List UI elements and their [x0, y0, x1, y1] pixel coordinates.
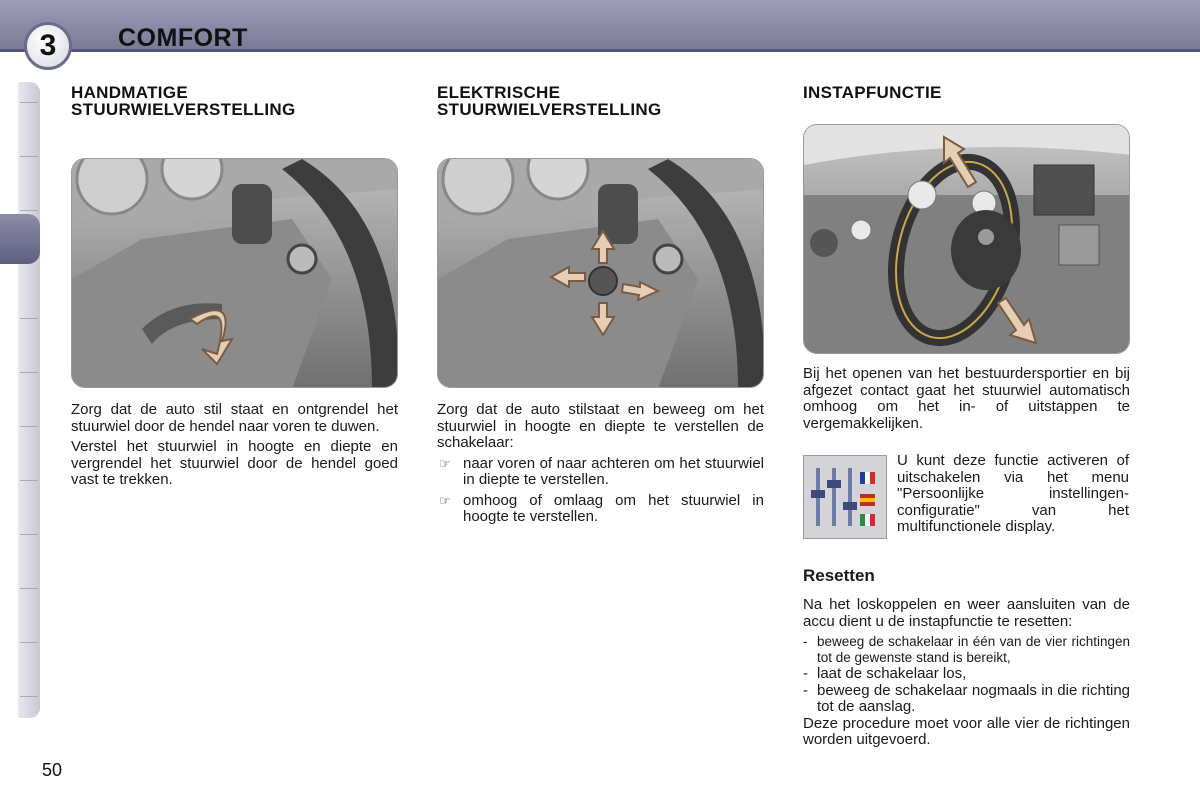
electric-heading: [437, 84, 764, 118]
dash-marker: -: [803, 634, 808, 649]
chapter-side-tabs: [0, 82, 42, 722]
side-tab-divider: [20, 642, 38, 643]
entry-paragraph: Bij het openen van het bestuurdersportier en bij afgezet contact gaat het stuurwiel automatisch omhoog om het in- of uitstappen te vergemakkelijken.: [803, 365, 1130, 432]
side-tab-divider: [20, 318, 38, 319]
list-item: [437, 456, 764, 489]
steering-wheel-dashboard-photo: [803, 124, 1130, 354]
chapter-number: 3: [39, 29, 57, 62]
list-item: [437, 493, 764, 526]
entry-menu-note: [897, 453, 1129, 536]
personal-settings-menu-icon: [803, 455, 887, 539]
list-item: [803, 666, 1130, 683]
entry-text: [803, 366, 1130, 436]
electric-heading-line1: ELEKTRISCHE: [437, 83, 561, 102]
manual-heading-line1: HANDMATIGE: [71, 83, 188, 102]
side-tab-divider: [20, 588, 38, 589]
side-tab-divider: [20, 156, 38, 157]
chapter-title: COMFORT: [118, 24, 248, 52]
reset-heading: Resetten: [803, 566, 875, 585]
dash-marker: -: [803, 665, 808, 682]
electric-adjustment-section: [437, 84, 764, 118]
steering-column-lever-photo: [71, 158, 398, 388]
reset-intro: Na het loskoppelen en weer aansluiten van de accu dient u de instapfunctie te resetten:: [803, 596, 1130, 630]
electric-text: [437, 402, 764, 530]
manual-paragraph-1: Zorg dat de auto stil staat en ontgrendel het stuurwiel door de hendel naar voren te duwen.: [71, 401, 398, 435]
manual-text: [71, 402, 398, 493]
chapter-number-badge: [24, 22, 72, 70]
side-tab-divider: [20, 210, 38, 211]
side-tab-divider: [20, 696, 38, 697]
entry-function-section: [803, 84, 1130, 101]
reset-section: [803, 566, 1130, 749]
list-item: [803, 634, 1130, 666]
side-tab-divider: [20, 426, 38, 427]
side-tab-strip: [18, 82, 40, 718]
manual-paragraph-2: Verstel het stuurwiel in hoogte en diepte en vergrendel het stuurwiel door de hendel goed vast te trekken.: [71, 438, 398, 488]
dash-marker: -: [803, 681, 808, 699]
reset-steps: [803, 634, 1130, 716]
manual-adjustment-section: [71, 84, 398, 118]
side-tab-divider: [20, 534, 38, 535]
pointing-hand-icon: ☞: [439, 455, 451, 471]
side-tab-divider: [20, 480, 38, 481]
menu-note-text: U kunt deze functie activeren of uitschakelen via het menu "Persoonlijke instellingen-configuratie" van het multifunctionele display.: [897, 452, 1129, 535]
entry-heading: INSTAPFUNCTIE: [803, 83, 942, 102]
reset-step-3: beweeg de schakelaar nogmaals in die richting tot de aanslag.: [817, 681, 1130, 715]
side-tab-divider: [20, 372, 38, 373]
reset-closing: Deze procedure moet voor alle vier de richtingen worden uitgevoerd.: [803, 714, 1130, 748]
pointing-hand-icon: ☞: [439, 492, 451, 508]
reset-step-2: laat de schakelaar los,: [817, 665, 967, 682]
reset-step-1: beweeg de schakelaar in één van de vier richtingen tot de gewenste stand is bereikt,: [817, 634, 1130, 665]
electric-heading-line2: STUURWIELVERSTELLING: [437, 100, 662, 119]
steering-column-switch-photo: [437, 158, 764, 388]
side-tab-active-chapter: [0, 214, 40, 264]
manual-heading: [71, 84, 398, 118]
electric-bullet-list: [437, 456, 764, 526]
list-item: [803, 683, 1130, 716]
side-tab-divider: [20, 102, 38, 103]
page-header: [0, 0, 1200, 60]
electric-bullet-2: omhoog of omlaag om het stuurwiel in hoogte te verstellen.: [463, 491, 764, 525]
page-number: 50: [42, 760, 63, 780]
electric-intro: Zorg dat de auto stilstaat en beweeg om het stuurwiel in hoogte en diepte te verstellen de schakelaar:: [437, 401, 764, 451]
manual-heading-line2: STUURWIELVERSTELLING: [71, 100, 296, 119]
electric-bullet-1: naar voren of naar achteren om het stuurwiel in diepte te verstellen.: [463, 454, 764, 488]
